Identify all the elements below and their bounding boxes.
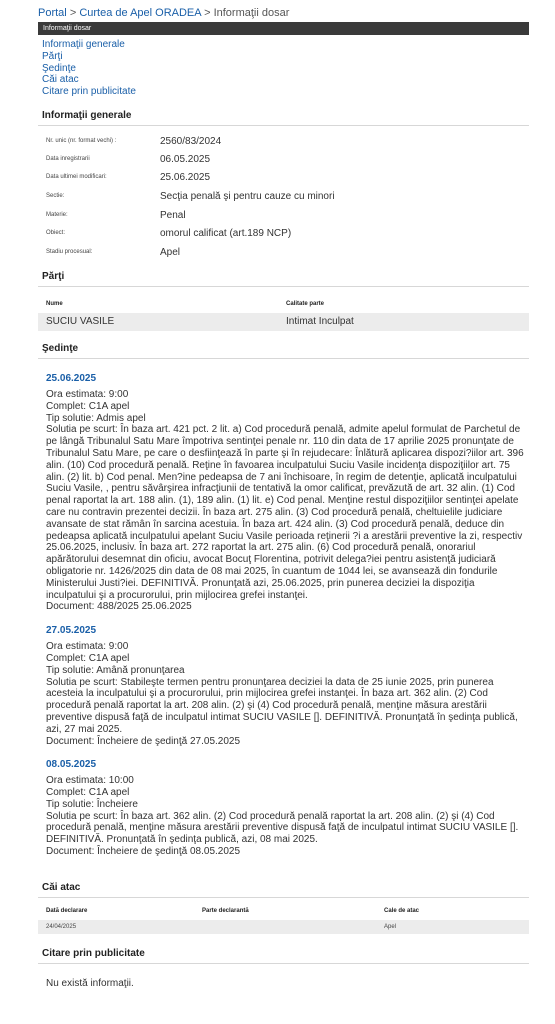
nav-link-parti[interactable]: Părţi — [42, 50, 63, 62]
breadcrumb-separator: > — [204, 7, 211, 19]
breadcrumb — [38, 0, 529, 20]
hearing-time: Ora estimata: 10:00 — [46, 775, 134, 787]
hearing-panel: Complet: C1A apel — [46, 787, 130, 799]
info-value: Penal — [160, 209, 186, 221]
section-title-general: Informaţii generale — [38, 110, 529, 126]
info-label: Materie: — [46, 211, 68, 218]
hearing-time: Ora estimata: 9:00 — [46, 641, 129, 653]
info-label: Data ultimei modificari: — [46, 173, 107, 180]
nav-link-citare[interactable]: Citare prin publicitate — [42, 86, 136, 98]
hearing-panel: Complet: C1A apel — [46, 652, 130, 664]
breadcrumb-current: Informaţii dosar — [213, 7, 290, 19]
info-row — [38, 136, 529, 154]
appeal-type: Apel — [384, 923, 397, 930]
section-title-citare: Citare prin publicitate — [38, 948, 529, 964]
nav-link-cai-atac[interactable]: Căi atac — [42, 74, 79, 86]
column-header-party: Parte declarantă — [202, 907, 249, 914]
hearing-panel: Complet: C1A apel — [46, 400, 130, 412]
hearing-document: Document: 488/2025 25.06.2025 — [46, 601, 192, 613]
party-name: SUCIU VASILE — [46, 316, 115, 328]
column-header-date: Dată declarare — [46, 907, 88, 914]
hearing-solution-summary: Solutia pe scurt: În baza art. 421 pct. 2 lit. a) Cod procedură penală, admite apelul formulat de Parchetul de pe lângă Tribunalul Satu Mare împotriva sentinţei penale nr. 110 din data de 17 aprilie 2025 pronunţate de Tribunalul Satu Mare, pe care o desfiinţează în parte şi în rejudecare: Înlătură aplicarea dispozi?iilor art. 396 alin. (10) Cod procedură penală. Reţine în favoarea inculpatului Suciu Vasile incidenţa dispoziţiilor art. 75 alin. (2) lit. b) Cod penal. Men?ine pedeapsa de 7 ani închisoare, în regim de detenţie, aplicată inculpatului Suciu Vasile, , pentru săvârşirea infracţiunii de tentativă la omor calificat, prevăzută de art. 32 alin. (1) Cod penal raportat la art. 188 alin. (1), 189 alin. (1) lit. e) Cod penal. Menţine restul dispoziţiilor sentinţei apelate care nu contravin prezentei decizii. În baza art. 275 alin. (3) Cod procedură penală, cheltuielile judiciare avansate de stat rămân în sarcina acestuia. În baza art. 424 alin. (3) Cod procedură penală, deduce din pedeapsa aplicată inculpatului apelant Suciu Vasile perioada reţinerii ?i a arestării preventive la zi, respectiv 25.06.2025, inclusiv. În baza art. 272 raportat la art. 275 alin. (6) Cod procedură penală, onorariul apărătorului desemnat din oficiu, avocat Bocuţ Florentina, potrivit delega?iei pentru asistenţă judiciară obligatorie nr. 1426/2025 din data de 08 mai 2025, în cuantum de 1044 lei, se avansează din fondurile Ministerului Justi?iei. DEFINITIVĂ. Pronunţată azi, 25.06.2025, prin punerea deciziei la dispoziţia inculpatului şi a procurorului, prin mijlocirea grefei instanţei. — [46, 424, 524, 601]
info-label: Obiect: — [46, 229, 66, 236]
info-row — [38, 210, 529, 228]
hearing-solution-type: Tip solutie: Admis apel — [46, 412, 146, 424]
hearing-solution-summary: Solutia pe scurt: În baza art. 362 alin. (2) Cod procedură penală raportat la art. 208 alin. (2) şi (4) Cod procedură penală, menţine măsura arestării preventive dispusă faţă de inculpatul intimat SUCIU VASILE []. DEFINITIVĂ. Pronunţată în şedinţa publică, azi, 08 mai 2025. — [46, 810, 519, 846]
hearing-item — [38, 625, 529, 747]
hearing-date: 25.06.2025 — [46, 372, 97, 384]
hearing-item — [38, 759, 529, 858]
info-label: Data inregistrarii — [46, 155, 90, 162]
info-row — [38, 154, 529, 172]
page-header-bar: Informaţii dosar — [38, 22, 529, 35]
hearing-item — [38, 373, 529, 613]
info-value: Secţia penală şi pentru cauze cu minori — [160, 190, 335, 202]
breadcrumb-separator: > — [69, 7, 77, 19]
info-label: Sectie: — [46, 192, 65, 199]
info-row — [38, 191, 529, 210]
column-header-name: Nume — [46, 300, 63, 307]
info-value: omorul calificat (art.189 NCP) — [160, 227, 292, 239]
hearing-time: Ora estimata: 9:00 — [46, 388, 129, 400]
section-title-cai-atac: Căi atac — [38, 882, 529, 898]
empty-state-text: Nu există informaţii. — [46, 977, 134, 989]
party-role: Intimat Inculpat — [286, 316, 354, 328]
nav-link-sedinte[interactable]: Şedinţe — [42, 62, 76, 74]
info-label: Stadiu procesual: — [46, 248, 93, 255]
table-row — [38, 920, 529, 934]
table-row — [38, 313, 529, 331]
info-row — [38, 247, 529, 265]
section-title-sedinte: Şedinţe — [38, 343, 529, 359]
appeal-date: 24/04/2025 — [46, 923, 77, 930]
hearing-solution-summary: Solutia pe scurt: Stabileşte termen pentru pronunţarea deciziei la data de 25 iunie 2025, prin punerea acesteia la inculpatului şi a procurorului, prin mijlocirea grefei instanţei. În baza art. 362 alin. (2) Cod procedură penală raportat la art. 208 alin. (2) şi (4) Cod procedură penală, menţine măsura arestării preventive dispusă faţă de inculpatul intimat SUCIU VASILE []. DEFINITIVĂ. Pronunţată în şedinţa publică, azi, 27 mai 2025. — [46, 676, 518, 735]
info-value: 06.05.2025 — [160, 153, 211, 165]
section-title-parti: Părţi — [38, 271, 529, 287]
info-row — [38, 172, 529, 191]
breadcrumb-portal-link[interactable]: Portal — [38, 7, 67, 19]
section-nav — [42, 39, 529, 98]
column-header-role: Calitate parte — [286, 300, 325, 307]
hearing-solution-type: Tip solutie: Încheiere — [46, 798, 138, 810]
info-label: Nr. unic (nr. format vechi) : — [46, 137, 117, 144]
nav-link-informatii-generale[interactable]: Informaţii generale — [42, 39, 125, 50]
parti-table-header — [38, 301, 529, 313]
info-value: 2560/83/2024 — [160, 135, 222, 147]
hearing-date: 08.05.2025 — [46, 759, 97, 771]
info-value: Apel — [160, 246, 181, 258]
hearing-solution-type: Tip solutie: Amână pronunţarea — [46, 664, 185, 676]
info-value: 25.06.2025 — [160, 171, 211, 183]
hearing-document: Document: Încheiere de şedinţă 27.05.2025 — [46, 735, 241, 747]
hearing-document: Document: Încheiere de şedinţă 08.05.2025 — [46, 846, 241, 858]
breadcrumb-court-link[interactable]: Curtea de Apel ORADEA — [79, 7, 201, 19]
general-info-list — [38, 136, 529, 265]
info-row — [38, 228, 529, 247]
column-header-type: Cale de atac — [384, 907, 420, 914]
hearing-date: 27.05.2025 — [46, 625, 97, 637]
appeals-table-header — [38, 908, 529, 920]
